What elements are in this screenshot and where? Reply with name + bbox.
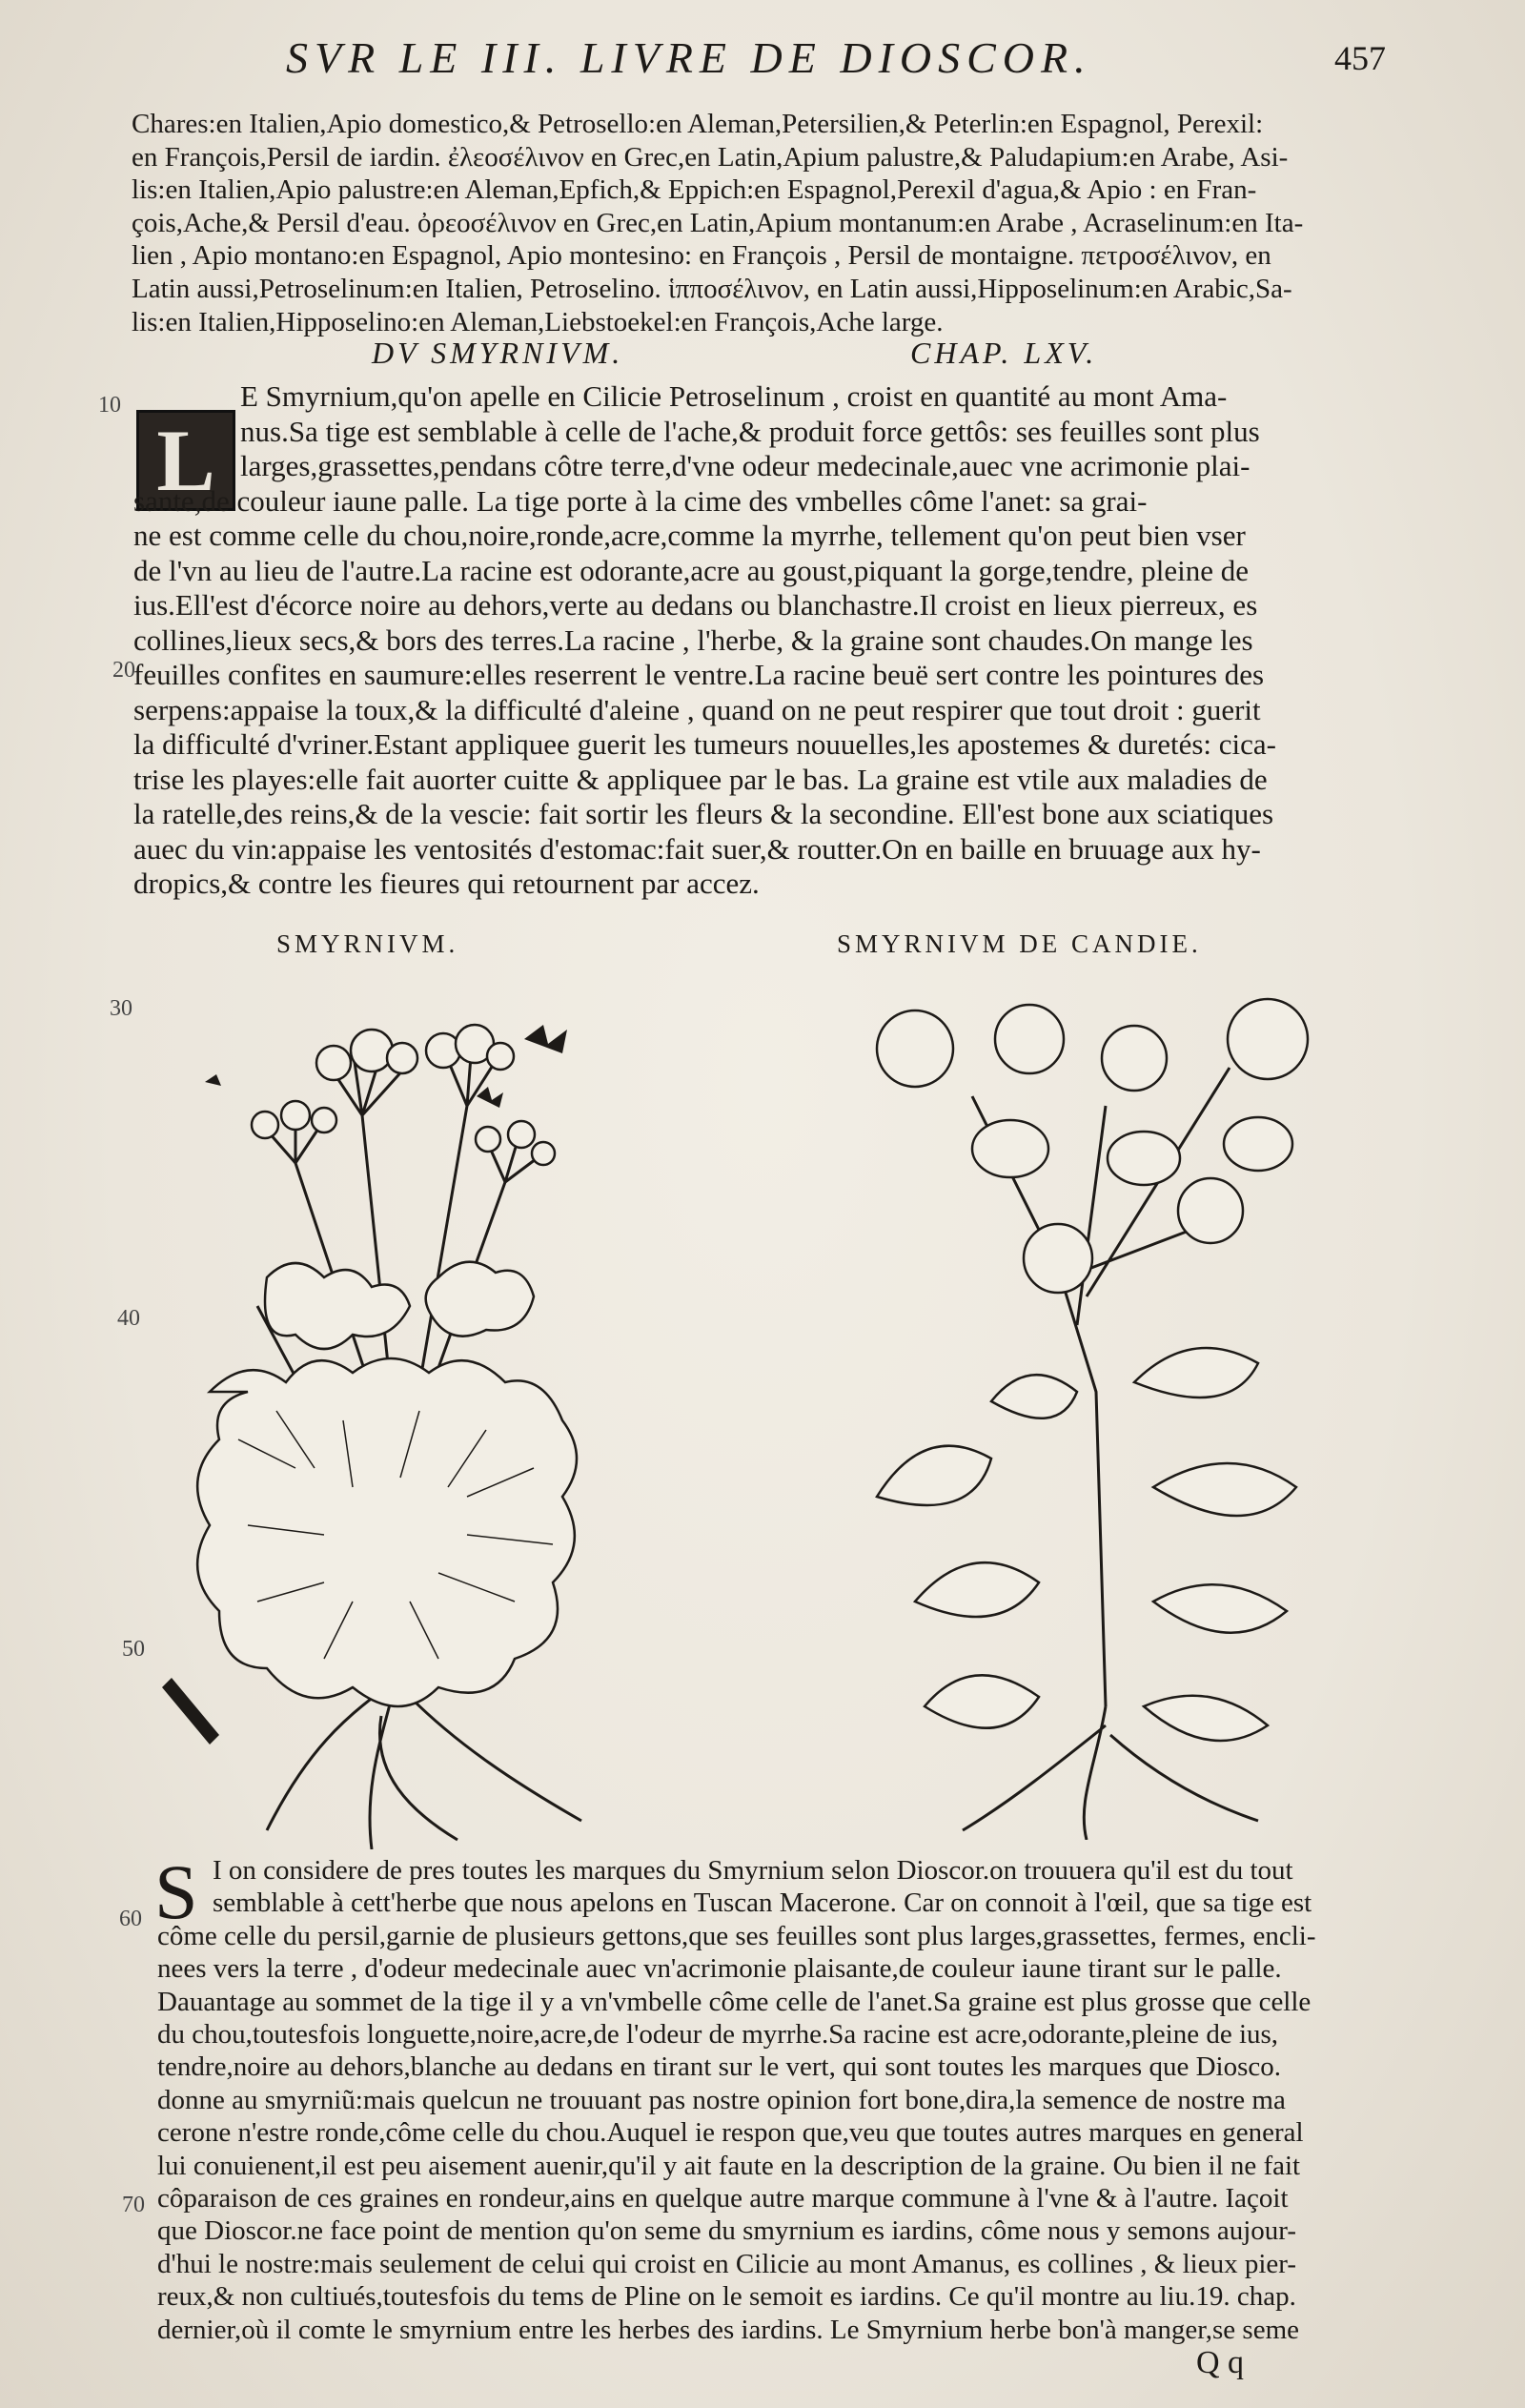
text-line: larges,grassettes,pendans côtre terre,d'vne odeur medecinale,auec vne acrimonie plai- (240, 449, 1250, 482)
text-line: lui conuienent,il est peu aisement auenir,qu'il y ait faute en la description de la graine. Ou bien il ne fait (157, 2150, 1301, 2181)
chapter-body (133, 379, 1334, 902)
text-line: dernier,où il comte le smyrnium entre les herbes des iardins. Le Smyrnium herbe bon'à manger,se seme (157, 2314, 1299, 2345)
line-number: 70 (122, 2193, 145, 2217)
smyrnium-de-candie-woodcut (820, 982, 1353, 1840)
text-line: collines,lieux secs,& bors des terres.La racine , l'herbe, & la graine sont chaudes.On mange les (133, 622, 1253, 657)
illustration-caption-left: SMYRNIVM. (276, 929, 459, 958)
text-line: la difficulté d'vriner.Estant appliquee guerit les tumeurs nouuelles,les apostemes & duretés: cica- (133, 727, 1277, 761)
text-line: de l'vn au lieu de l'autre.La racine est odorante,acre au goust,piquant la gorge,tendre, pleine de (133, 553, 1250, 587)
text-line: donne au smyrniũ:mais quelcun ne trouuant pas nostre opinion fort bone,dira,la semence de nostre ma (157, 2084, 1286, 2115)
text-line: serpens:appaise la toux,& la difficulté d'aleine , quand on ne peut respirer que tout droit : guerit (133, 692, 1261, 726)
commentary-initial: S (154, 1848, 198, 1935)
commentary-body (157, 1854, 1353, 2346)
text-line: feuilles confites en saumure:elles reserrent le ventre.La racine beuë sert contre les pointures des (133, 658, 1265, 691)
line-number: 10 (98, 393, 121, 418)
text-line: lien , Apio montano:en Espagnol, Apio montesino: en François , Persil de montaigne. πετροσέλινον, en (132, 240, 1271, 272)
text-line: ne est comme celle du chou,noire,ronde,acre,comme la myrrhe, tellement qu'on peut bien vser (133, 519, 1246, 552)
line-number: 30 (110, 996, 132, 1021)
text-line: en François,Persil de iardin. ἐλεοσέλινον en Grec,en Latin,Apium palustre,& Paludapium:en Arabe, Asi- (132, 141, 1289, 173)
text-line: auec du vin:appaise les ventosités d'estomac:fait suer,& routter.On en baille en bruuage aux hy- (133, 831, 1261, 866)
text-line: E Smyrnium,qu'on apelle en Cilicie Petroselinum , croist en quantité au mont Ama- (240, 379, 1228, 413)
text-line: ius.Ell'est d'écorce noire au dehors,verte au dedans ou blanchastre.Il croist en lieux pierreux, es (133, 588, 1258, 622)
text-line: trise les playes:elle fait auorter cuitte & appliquee par le bas. La graine est vtile aux maladies de (133, 762, 1268, 796)
running-title: SVR LE III. LIVRE DE DIOSCOR. (286, 33, 1092, 82)
text-line: côme celle du persil,garnie de plusieurs gettons,que ses feuilles sont plus larges,grassettes, fermes, encli- (157, 1920, 1316, 1951)
text-line: tendre,noire au dehors,blanche au dedans en tirant sur le vert, qui sont toutes les marques que Diosco. (157, 2051, 1281, 2083)
text-line: que Dioscor.ne face point de mention qu'on seme du smyrnium es iardins, côme nous y semons aujour- (157, 2215, 1297, 2247)
line-number: 50 (122, 1637, 145, 1662)
chapter-number: CHAP. LXV. (910, 336, 1098, 370)
text-line: dropics,& contre les fieures qui retournent par accez. (133, 867, 760, 900)
text-line: nees vers la terre , d'odeur medecinale auec vn'acrimonie plaisante,de couleur iaune tirant sur le palle. (157, 1953, 1282, 1985)
text-line: Dauantage au sommet de la tige il y a vn'vmbelle côme celle de l'anet.Sa graine est plus grosse que celle (157, 1986, 1312, 2017)
text-line: Chares:en Italien,Apio domestico,& Petrosello:en Aleman,Petersilien,& Peterlin:en Espagnol, Perexil: (132, 109, 1264, 139)
text-line: la ratelle,des reins,& de la vescie: fait sortir les fleurs & la secondine. Ell'est bone aux sciatiques (133, 797, 1274, 830)
text-line: d'hui le nostre:mais seulement de celui qui croist en Cilicie au mont Amanus, es collines , & lieux pier- (157, 2248, 1296, 2279)
text-line: du chou,toutesfois longuette,noire,acre,de l'odeur de myrrhe.Sa racine est acre,odorante,pleine de ius, (157, 2019, 1279, 2051)
smyrnium-woodcut (152, 991, 648, 1849)
line-number: 40 (117, 1306, 140, 1331)
signature-mark: Q q (1196, 2345, 1245, 2380)
text-line: côparaison de ces graines en rondeur,ains en quelque autre marque commune à l'vne & à l'autre. Iaçoit (157, 2183, 1289, 2214)
text-line: lis:en Italien,Hipposelino:en Aleman,Liebstoekel:en François,Ache large. (132, 306, 944, 337)
line-number: 60 (119, 1907, 142, 1931)
drop-cap-initial: L (136, 410, 235, 511)
chapter-title: DV SMYRNIVM. (372, 336, 624, 370)
text-line: I on considere de pres toutes les marques du Smyrnium selon Dioscor.on trouuera qu'il est du tout (213, 1855, 1293, 1886)
illustration-caption-right: SMYRNIVM DE CANDIE. (837, 929, 1202, 958)
line-number: 20 (112, 658, 135, 683)
text-line: çois,Ache,& Persil d'eau. ὀρεοσέλινον en Grec,en Latin,Apium montanum:en Arabe , Acraselinum:en Ita- (132, 207, 1304, 238)
text-line: nus.Sa tige est semblable à celle de l'ache,& produit force gettôs: ses feuilles sont plus (240, 414, 1260, 448)
text-line: sante,de couleur iaune palle. La tige porte à la cime des vmbelles côme l'anet: sa grai- (133, 483, 1148, 518)
synonyms-paragraph (132, 108, 1337, 338)
text-line: cerone n'estre ronde,côme celle du chou.Auquel ie respon que,veu que toutes autres marques en general (157, 2117, 1304, 2149)
text-line: Latin aussi,Petroselinum:en Italien, Petroselino. ἱπποσέλινον, en Latin aussi,Hipposelinum:en Arabic,Sa- (132, 273, 1292, 304)
page-number: 457 (1334, 39, 1386, 77)
text-line: reux,& non cultiués,toutesfois du tems de Pline on le semoit es iardins. Ce qu'il montre au liu.19. chap. (157, 2281, 1296, 2313)
text-line: semblable à cett'herbe que nous apelons en Tuscan Macerone. Car on connoit à l'œil, que sa tige est (213, 1888, 1312, 1919)
text-line: lis:en Italien,Apio palustre:en Aleman,Epfich,& Eppich:en Espagnol,Perexil d'agua,& Apio : en Fran- (132, 174, 1257, 206)
